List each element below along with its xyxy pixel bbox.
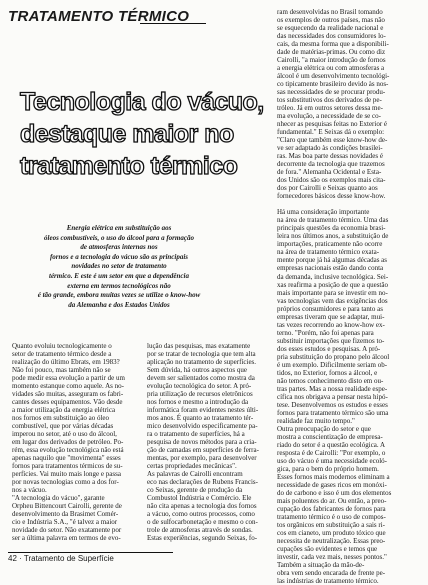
text-line: a maior utilização da energia elétrica	[12, 406, 116, 415]
text-line: Esses fornos mais modernos eliminam a	[277, 472, 390, 481]
text-line: xas reafirma a posição de que a questão	[277, 280, 388, 289]
text-line: próprios consumidores e para tanto as	[277, 304, 383, 313]
text-line: decorrente da tecnologia que trazemos	[277, 160, 385, 169]
text-line: empresas tiveram que se adaptar, mui-	[277, 312, 385, 321]
text-line: eco nas declarações de Rubens Francis-	[147, 478, 258, 487]
text-line: cupação dos fabricantes de fornos para	[277, 504, 386, 513]
text-line: informática foram evidentes nestes últi-	[147, 406, 259, 415]
lead-line: de atmosferas internas nos	[80, 243, 158, 252]
text-line: tidos, no Exterior, fornos a álcool, e	[277, 368, 378, 377]
text-line: em lugar dos derivados de petróleo. Po-	[12, 438, 124, 447]
text-line: trole de atmosferas através de sondas.	[147, 526, 253, 535]
text-line: novidade do setor. Não exatamente por	[12, 526, 122, 535]
text-line: evolução tecnológica do setor. A pró-	[147, 382, 252, 391]
headline-line: tratamento térmico	[20, 152, 238, 180]
text-line: não cita apenas a tecnologia dos fornos	[147, 502, 257, 511]
text-line: o de sulfocarbonetação e mesmo o con-	[147, 518, 258, 527]
text-line: cos em cianeto, um produto tóxico que	[277, 529, 386, 537]
text-line: fornos para tratamento térmico são uma	[277, 408, 389, 417]
text-line: realidade faz muito tempo."	[277, 416, 355, 425]
text-line: co tipicamente brasileiro devido às nos-	[277, 80, 389, 89]
text-line: importações, praticamente não ocorre	[277, 240, 383, 249]
article-column-middle	[147, 342, 277, 542]
text-line: mentas, por exemplo, para desenvolver	[147, 454, 257, 463]
text-line: uso do vácuo é uma necessidade ecoló-	[277, 456, 388, 465]
text-line: realização do último Ebrats, em 1983?	[12, 358, 120, 367]
section-rule	[140, 23, 206, 24]
text-line: rém, essa evolução tecnológica não está	[12, 446, 124, 455]
text-line: sas necessidades de se procurar produ-	[277, 88, 386, 97]
text-line: ma evolução, a necessidade de se co-	[277, 112, 381, 121]
text-line: na área de tratamento térmico. Uma das	[277, 216, 389, 225]
text-line: dade de matérias-primas. Ou como diz	[277, 48, 386, 57]
text-line: necessidade de gases ricos em monóxi-	[277, 480, 387, 489]
text-line: dos Unidos são os exemplos mais cita-	[277, 176, 386, 185]
text-line: dos por Cairolli e Seixas quanto aos	[277, 184, 378, 193]
page-number: 42 · Tratamento de Superfície	[8, 554, 114, 563]
text-line: fornecedores básicos desse know-how.	[277, 192, 386, 201]
text-line: tos substitutivos dos derivados de pe-	[277, 96, 382, 105]
text-line: vas tecnologias vem das exigências dos	[277, 296, 388, 305]
text-line: momento estanque como aquele. As no-	[12, 382, 124, 391]
headline-line: destaque maior no	[20, 120, 234, 148]
text-line: terno. "Porém, não foi apenas para	[277, 328, 374, 337]
text-line: certas propriedades mecânicas".	[147, 462, 237, 471]
text-line: gica, para o bem do próprio homem.	[277, 464, 379, 473]
text-line: Quanto evoluiu tecnologicamente o	[12, 342, 112, 350]
text-line: fundamental." E Seixas dá o exemplo:	[277, 128, 385, 137]
text-line: das necessidades dos consumidores lo-	[277, 32, 386, 41]
text-line: mico desenvolvido especificamente pa-	[147, 422, 258, 431]
text-line: necessita de neutralização. Essas preo-	[277, 537, 386, 546]
text-line: combustível, que por várias décadas	[12, 422, 114, 431]
text-line: ser a última palavra em termos de evo-	[12, 534, 121, 543]
text-line: lução das pesquisas, mas exatamente	[147, 342, 251, 350]
text-line: apenas naquilo que "movimenta" esses	[12, 454, 121, 463]
text-line: Há uma consideração importante	[277, 208, 370, 217]
text-line: ras. Mas boa parte dessas novidades é	[277, 152, 383, 161]
page-footer	[8, 552, 173, 564]
lead-line: externa em termos tecnológicos não	[67, 281, 171, 290]
text-line: mais importante para se investir em no-	[277, 288, 388, 297]
text-line	[277, 200, 419, 208]
text-line: tos orgânicos em substituição a sais ri-	[277, 520, 385, 529]
text-line: desenvolvimento da Brasimet Comér-	[12, 510, 119, 519]
text-line: mos anos. É quanto ao tratamento tér-	[147, 414, 254, 423]
text-line: pode medir essa evolução a partir de um	[12, 374, 125, 383]
text-line: investir, cada vez mais, nesses pontos."	[277, 553, 387, 562]
text-line: cais, da mesma forma que a disponibili-	[277, 40, 389, 49]
text-line: não temos conhecimento disto em ou-	[277, 376, 384, 385]
text-line: álcool é um desenvolvimento tecnológi-	[277, 72, 390, 81]
text-line: nos a vácuo.	[12, 486, 47, 495]
lead-line: Energia elétrica em substituição aos	[66, 224, 172, 232]
text-line: substituir importações que fizemos to-	[277, 336, 385, 345]
text-line: Combustol Indústria e Comércio. Ele	[147, 494, 252, 503]
text-line: tese. Desenvolvemos os estudos e esses	[277, 400, 388, 409]
text-line: Também a situação da mão-de-	[277, 561, 365, 570]
text-line: pria substituição do propano pelo álcool	[277, 352, 390, 361]
text-line: perfícies. Vai muito mais longe e passa	[12, 470, 121, 479]
text-line: ve ser adaptado às condições brasilei-	[277, 144, 383, 153]
text-line: tratamento térmico é o uso de compos-	[277, 512, 386, 521]
text-line: mostra a conscientização de empresa-	[277, 432, 383, 441]
text-line: da demanda, inclusive tecnológica. Sei-	[277, 272, 389, 281]
text-line: cio e Indústria S.A., "é talvez a maior	[12, 518, 118, 527]
text-line: principais questões da economia brasi-	[277, 224, 386, 233]
section-header	[8, 6, 206, 28]
text-line: "A tecnologia do vácuo", garante	[12, 494, 105, 503]
text-line: cupações são evidentes e temos que	[277, 545, 378, 554]
text-line: aplicação no tratamento de superfícies.	[147, 358, 257, 367]
text-line: Outra preocupação do setor e que	[277, 424, 371, 433]
text-line: mais poluentes do ar. Ou então, a preo-	[277, 496, 387, 505]
text-line: nos fornos em substituição ao óleo	[12, 414, 110, 423]
text-line: leira nos últimos anos, a substituição de	[277, 232, 389, 241]
text-line: de fora." Alemanha Ocidental e Esta-	[277, 168, 382, 177]
text-line: a vácuo, como outros processos, como	[147, 510, 255, 519]
text-line: nos fornos e mesmo a introdução da	[147, 398, 249, 407]
lead-line: da Alemanha e dos Estados Unidos	[68, 300, 170, 309]
text-line: "Claro que também esse know-how de-	[277, 136, 388, 145]
text-line: os exemplos de outros países, mas não	[277, 16, 385, 25]
text-line: ção de camadas em superfícies de ferra-	[147, 446, 259, 455]
section-title: TRATAMENTO TÉRMICO	[8, 8, 190, 25]
lead-line: térmico. E este é um setor em que a dependência	[49, 271, 189, 280]
text-line: tróleo. Já em outros setores dessa me-	[277, 104, 383, 113]
lead-line: óleos combustíveis, o uso do álcool para a formação	[44, 233, 194, 242]
text-line: dos esses estudos e pesquisas. A pró-	[277, 344, 381, 353]
text-line: cífica nos obrigava a pensar nesta hipó-	[277, 392, 388, 401]
footer-rule	[8, 552, 173, 553]
text-line: mente porque já há algumas décadas as	[277, 256, 388, 265]
text-line: fornos para tratamentos térmicos de su-	[12, 462, 123, 471]
text-line: Sem dúvida, há outros aspectos que	[147, 366, 247, 375]
text-line: ra o tratamento de superfícies, há a	[147, 430, 245, 439]
text-line: riado do setor é a questão ecológica. A	[277, 440, 386, 449]
text-line: por novas tecnologias como a dos for-	[12, 478, 119, 487]
text-line: obra vem sendo encarada de frente pe-	[277, 569, 386, 578]
text-line: tras partes. Mas a nossa realidade espe-	[277, 384, 388, 393]
text-line: pesquisa de novos métodos para a cria-	[147, 438, 257, 447]
text-line: Cairolli, "a maior introdução de fornos	[277, 56, 386, 65]
text-line: resposta é de Cairolli: "Por exemplo, o	[277, 448, 386, 457]
text-line: co Seixas, gerente de produção da	[147, 486, 243, 495]
text-line: do de carbono e isso é um dos elementos	[277, 488, 392, 497]
text-line: las indústrias de tratamento térmico.	[277, 577, 379, 585]
text-line: tas vezes recorrendo ao know-how ex-	[277, 320, 385, 329]
text-line: é um exemplo. Dificilmente seriam ob-	[277, 360, 388, 369]
lead-line: é tão grande, embora muitas vezes se utilize o know-how	[37, 291, 201, 300]
text-line: empresas nacionais estão dando conta	[277, 264, 384, 273]
text-line: pria utilização de recursos eletrônicos	[147, 390, 253, 399]
headline	[20, 86, 264, 182]
text-line: nhecer as pesquisas feitas no Exterior é	[277, 120, 388, 129]
text-line: As palavras de Cairolli encontram	[147, 470, 243, 479]
text-line: vidades são muitas, asseguram os fabri-	[12, 390, 124, 399]
text-line: se esquecendo da realidade nacional e	[277, 24, 384, 33]
text-line: a energia elétrica ou com atmosferas a	[277, 64, 385, 73]
text-line: por se tratar de tecnologia que tem alta	[147, 350, 256, 359]
text-line: setor de tratamento térmico desde a	[12, 350, 112, 359]
text-line: na área de tratamento térmico exata-	[277, 248, 380, 257]
text-line: Orpheu Bittencourt Cairolli, gerente de	[12, 502, 122, 511]
text-line: Não foi pouco, mas também não se	[12, 366, 111, 375]
article-column-right	[277, 8, 419, 585]
lead-line: novidades no setor de tratamento	[71, 262, 167, 271]
lead-paragraph	[14, 224, 224, 310]
text-line: ram desenvolvidas no Brasil tomando	[277, 8, 383, 16]
article-column-left	[12, 342, 145, 542]
text-line: imperou no setor, até o uso do álcool,	[12, 430, 117, 439]
text-line: cantes desses equipamentos. Vão desde	[12, 398, 123, 407]
lead-line: fornos e a tecnologia do vácuo são as principais	[49, 252, 189, 261]
text-line: Estas experiências, segundo Seixas, fo-	[147, 534, 258, 543]
text-line: devem ser salientados como mostra da	[147, 374, 255, 383]
headline-line: Tecnologia do vácuo,	[20, 88, 264, 116]
